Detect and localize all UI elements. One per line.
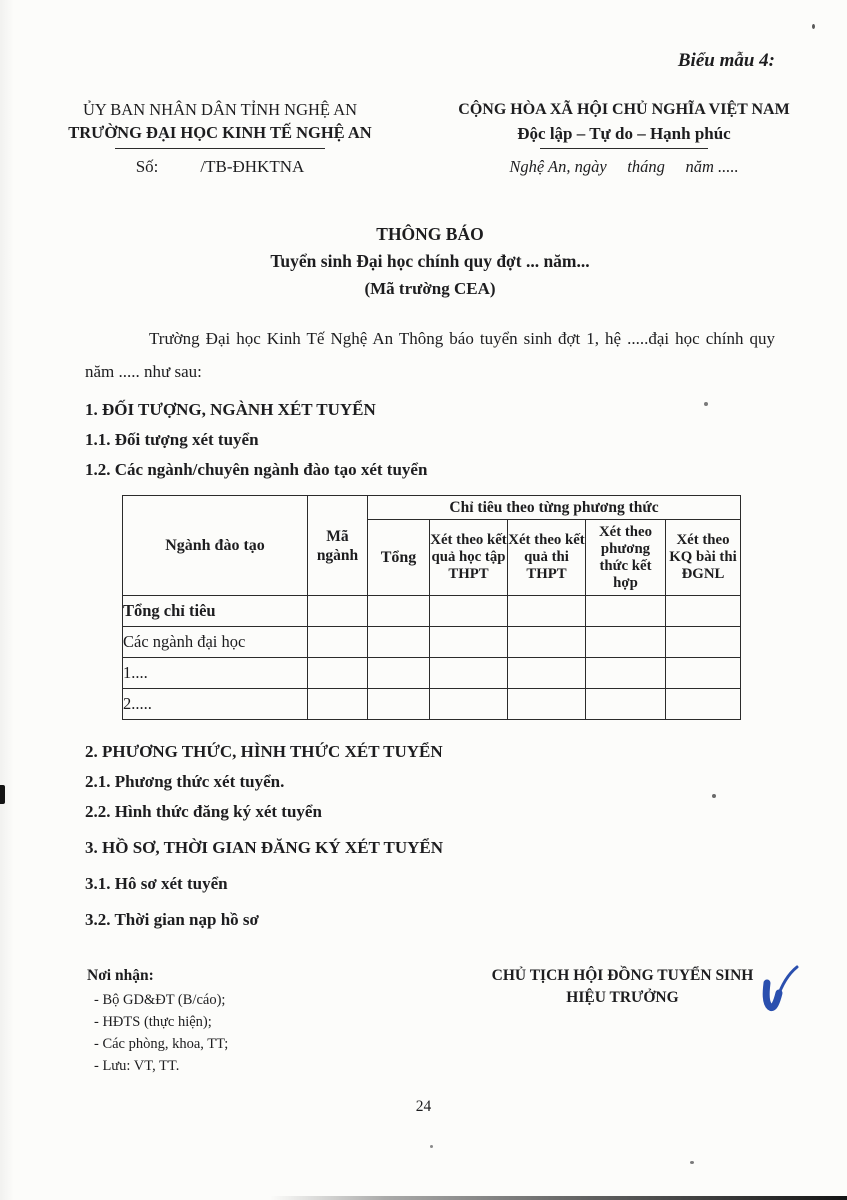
section-heading-1-1: 1.1. Đối tượng xét tuyển — [85, 430, 259, 449]
document-title: THÔNG BÁO — [376, 224, 484, 244]
recipient-item: - HĐTS (thực hiện); — [94, 1014, 212, 1030]
table-cell-empty — [666, 689, 741, 720]
table-cell-empty — [508, 658, 586, 689]
table-row — [123, 596, 741, 627]
recipients-block — [87, 965, 228, 1077]
table-cell-empty — [368, 596, 430, 627]
table-cell-empty — [508, 596, 586, 627]
scan-bottom-shadow — [270, 1196, 847, 1200]
row-label-major-2: 2..... — [123, 689, 308, 720]
scan-speck — [690, 1161, 694, 1164]
column-header-thpt-transcript: Xét theo kết quả học tập THPT — [430, 520, 508, 596]
scan-speck — [812, 24, 815, 29]
recipient-item: - Lưu: VT, TT. — [94, 1058, 180, 1074]
table-cell-empty — [586, 596, 666, 627]
issuing-agency-block — [34, 98, 406, 179]
scan-speck — [712, 794, 716, 798]
section-heading-1: 1. ĐỐI TƯỢNG, NGÀNH XÉT TUYỂN — [85, 400, 376, 419]
recipients-title: Nơi nhận: — [87, 967, 154, 984]
table-cell-empty — [368, 658, 430, 689]
section-heading-2-2: 2.2. Hình thức đăng ký xét tuyển — [85, 802, 322, 821]
column-header-major-code: Mã ngành — [308, 496, 368, 596]
page-number: 24 — [415, 1098, 432, 1115]
section-heading-3-2: 3.2. Thời gian nạp hồ sơ — [85, 910, 259, 929]
national-title: CỘNG HÒA XÃ HỘI CHỦ NGHĨA VIỆT NAM — [458, 101, 790, 118]
place-date-line: Nghệ An, ngày tháng năm ..... — [509, 157, 739, 176]
document-subtitle: Tuyển sinh Đại học chính quy đợt ... năm... — [270, 251, 590, 271]
section-heading-2: 2. PHƯƠNG THỨC, HÌNH THỨC XÉT TUYỂN — [85, 742, 443, 761]
recipient-item: - Bộ GD&ĐT (B/cáo); — [94, 992, 226, 1008]
row-label-major-1: 1.... — [123, 658, 308, 689]
intro-paragraph: Trường Đại học Kinh Tế Nghệ An Thông báo tuyển sinh đợt 1, hệ .....đại học chính quy năm ..... như sau: — [85, 329, 775, 381]
table-cell-empty — [666, 627, 741, 658]
table-row — [123, 689, 741, 720]
table-cell-empty — [586, 689, 666, 720]
agency-name: TRƯỜNG ĐẠI HỌC KINH TẾ NGHỆ AN — [68, 123, 372, 142]
recipient-item: - Các phòng, khoa, TT; — [94, 1036, 229, 1052]
table-cell-empty — [430, 596, 508, 627]
table-cell-empty — [430, 627, 508, 658]
national-motto: Độc lập – Tự do – Hạnh phúc — [517, 124, 731, 143]
table-cell-empty — [368, 689, 430, 720]
form-label: Biểu mẫu 4: — [677, 50, 775, 71]
table-cell-empty — [666, 658, 741, 689]
section-heading-1-2: 1.2. Các ngành/chuyên ngành đào tạo xét tuyển — [85, 460, 428, 479]
section-heading-3-1: 3.1. Hô sơ xét tuyển — [85, 874, 228, 893]
school-code-line: (Mã trường CEA) — [364, 279, 496, 298]
pen-check-mark — [753, 961, 808, 1025]
agency-parent-name: ỦY BAN NHÂN DÂN TỈNH NGHỆ AN — [82, 100, 358, 119]
column-header-combined: Xét theo phương thức kết hợp — [586, 520, 666, 596]
signature-title-line2: HIỆU TRƯỞNG — [566, 989, 679, 1006]
table-cell-empty — [430, 658, 508, 689]
table-cell-empty — [508, 627, 586, 658]
document-number-line — [34, 155, 406, 178]
signature-title-line1: CHỦ TỊCH HỘI ĐỒNG TUYỂN SINH — [491, 967, 754, 984]
document-footer — [85, 965, 775, 1085]
table-cell-empty — [308, 689, 368, 720]
national-motto-block — [424, 98, 824, 179]
table-cell-empty — [308, 627, 368, 658]
document-number-label: Số: — [135, 157, 159, 176]
scan-speck — [704, 402, 708, 406]
table-header-row-group — [123, 496, 741, 520]
column-group-header-quota: Chỉ tiêu theo từng phương thức — [368, 496, 741, 520]
section-heading-3: 3. HỒ SƠ, THỜI GIAN ĐĂNG KÝ XÉT TUYỂN — [85, 838, 444, 857]
section-heading-2-1: 2.1. Phương thức xét tuyển. — [85, 772, 285, 791]
document-title-block — [85, 221, 775, 302]
scan-speck — [430, 1145, 433, 1148]
table-row — [123, 658, 741, 689]
document-number-value: /TB-ĐHKTNA — [200, 157, 305, 176]
table-cell-empty — [308, 596, 368, 627]
row-label-total-quota: Tổng chỉ tiêu — [123, 596, 308, 627]
table-cell-empty — [586, 627, 666, 658]
column-header-dgnl: Xét theo KQ bài thi ĐGNL — [666, 520, 741, 596]
motto-underline — [540, 148, 708, 149]
admission-quota-table — [122, 495, 741, 720]
column-header-thpt-exam: Xét theo kết quả thi THPT — [508, 520, 586, 596]
document-body — [85, 221, 775, 1085]
table-cell-empty — [308, 658, 368, 689]
table-cell-empty — [368, 627, 430, 658]
scan-edge-artifact — [0, 785, 5, 804]
document-header — [0, 98, 847, 179]
column-header-major: Ngành đào tạo — [123, 496, 308, 596]
table-cell-empty — [586, 658, 666, 689]
table-row — [123, 627, 741, 658]
agency-underline — [115, 148, 325, 149]
table-cell-empty — [666, 596, 741, 627]
column-header-total: Tổng — [368, 520, 430, 596]
table-cell-empty — [430, 689, 508, 720]
signature-block — [450, 965, 795, 1009]
table-cell-empty — [508, 689, 586, 720]
row-label-university-majors: Các ngành đại học — [123, 627, 308, 658]
